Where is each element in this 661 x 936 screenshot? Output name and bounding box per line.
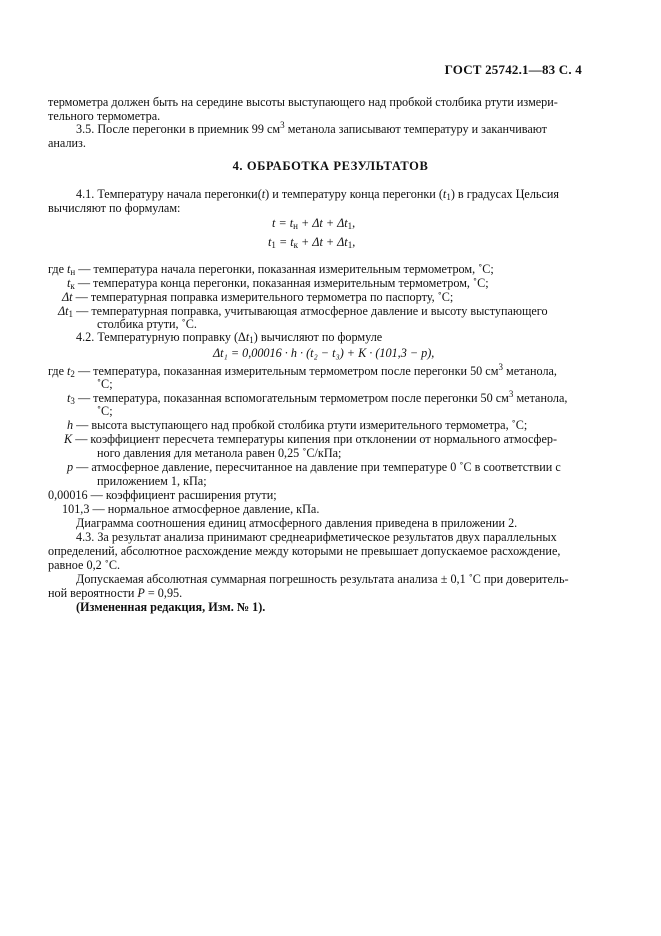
paragraph-4-1-cont: вычисляют по формулам: xyxy=(48,201,181,215)
error-note-l2: ной вероятности P = 0,95. xyxy=(48,586,183,600)
def-t3: $t_3$ — температура, показанная вспомогательным термометром после перегонки 50 $см^3$ метанола, xyxy=(67,389,568,406)
formula-dt1: Δt₁ = 0,00016 · h · (t₂ − t₃) + K · (101,3 − p), xyxy=(213,346,435,360)
amendment-note: (Измененная редакция, Изм. № 1). xyxy=(76,600,266,614)
paragraph-4-2: 4.2. Температурную поправку $(\Delta t_1)$ вычисляют по формуле xyxy=(76,330,383,345)
def-k: K — коэффициент пересчета температуры кипения при отклонении от нормального атмосфер- xyxy=(64,432,558,446)
paragraph-3-5-cont: анализ. xyxy=(48,136,86,150)
intro-line-2: тельного термометра. xyxy=(48,109,161,123)
def-dt1: $\Delta t_1$ — температурная поправка, учитывающая атмосферное давление и высоту выступающего xyxy=(58,304,548,319)
def-dt: Δt — температурная поправка измерительного термометра по паспорту, ˚С; xyxy=(62,290,454,304)
def-t2: $t_2$ — температура, показанная измерительным термометром после перегонки 50 $см^3$ метанола, xyxy=(67,362,557,379)
def-tn: $t_н$ — температура начала перегонки, показанная измерительным термометром, ˚С; xyxy=(67,262,494,277)
def-p-cont: приложением 1, кПа; xyxy=(97,474,207,488)
def-coef: 0,00016 — коэффициент расширения ртути; xyxy=(48,488,277,502)
formula-t: $t = t_н + \Delta t + \Delta t_1$, xyxy=(272,216,356,231)
def-where-2: где xyxy=(48,364,65,378)
def-dt1-cont: столбика ртути, ˚С. xyxy=(97,317,197,331)
def-t2-cont: ˚С; xyxy=(97,377,113,391)
def-t3-cont: ˚С; xyxy=(97,404,113,418)
error-note: Допускаемая абсолютная суммарная погрешность результата анализа ± 0,1 ˚С при доверитель- xyxy=(76,572,569,586)
paragraph-3-5: 3.5. После перегонки в приемник 99 $см^3$ метанола записывают температуру и заканчивают xyxy=(76,120,547,136)
section-title: 4. ОБРАБОТКА РЕЗУЛЬТАТОВ xyxy=(232,159,429,173)
diagram-note: Диаграмма соотношения единиц атмосферного давления приведена в приложении 2. xyxy=(76,516,518,530)
paragraph-4-3: 4.3. За результат анализа принимают среднеарифметическое результатов двух параллельных xyxy=(76,530,557,544)
def-p: p — атмосферное давление, пересчитанное на давление при температуре 0 ˚С в соответствии с xyxy=(67,460,561,474)
def-h: h — высота выступающего над пробкой столбика ртути измерительного термометра, ˚С; xyxy=(67,418,528,432)
def-k-cont: ного давления для метанола равен 0,25 ˚С/кПа; xyxy=(97,446,342,460)
formula-t1: $t_1 = t_к + \Delta t + \Delta t_1$, xyxy=(268,235,356,250)
paragraph-4-3-l2: определений, абсолютное расхождение между которыми не превышает допускаемое расхождение, xyxy=(48,544,561,558)
paragraph-4-3-l3: равное 0,2 ˚С. xyxy=(48,558,120,572)
def-where-1: где xyxy=(48,262,65,276)
def-pressure: 101,3 — нормальное атмосферное давление, кПа. xyxy=(62,502,320,516)
page-header: ГОСТ 25742.1—83 С. 4 xyxy=(444,62,582,77)
intro-line-1: термометра должен быть на середине высоты выступающего над пробкой столбика ртути измери- xyxy=(48,95,558,109)
paragraph-4-1: 4.1. Температуру начала перегонки(t) и температуру конца перегонки $(t_1)$ в градусах Цельсия xyxy=(76,187,560,202)
def-tk: $t_к$ — температура конца перегонки, показанная измерительным термометром, ˚С; xyxy=(67,276,489,291)
